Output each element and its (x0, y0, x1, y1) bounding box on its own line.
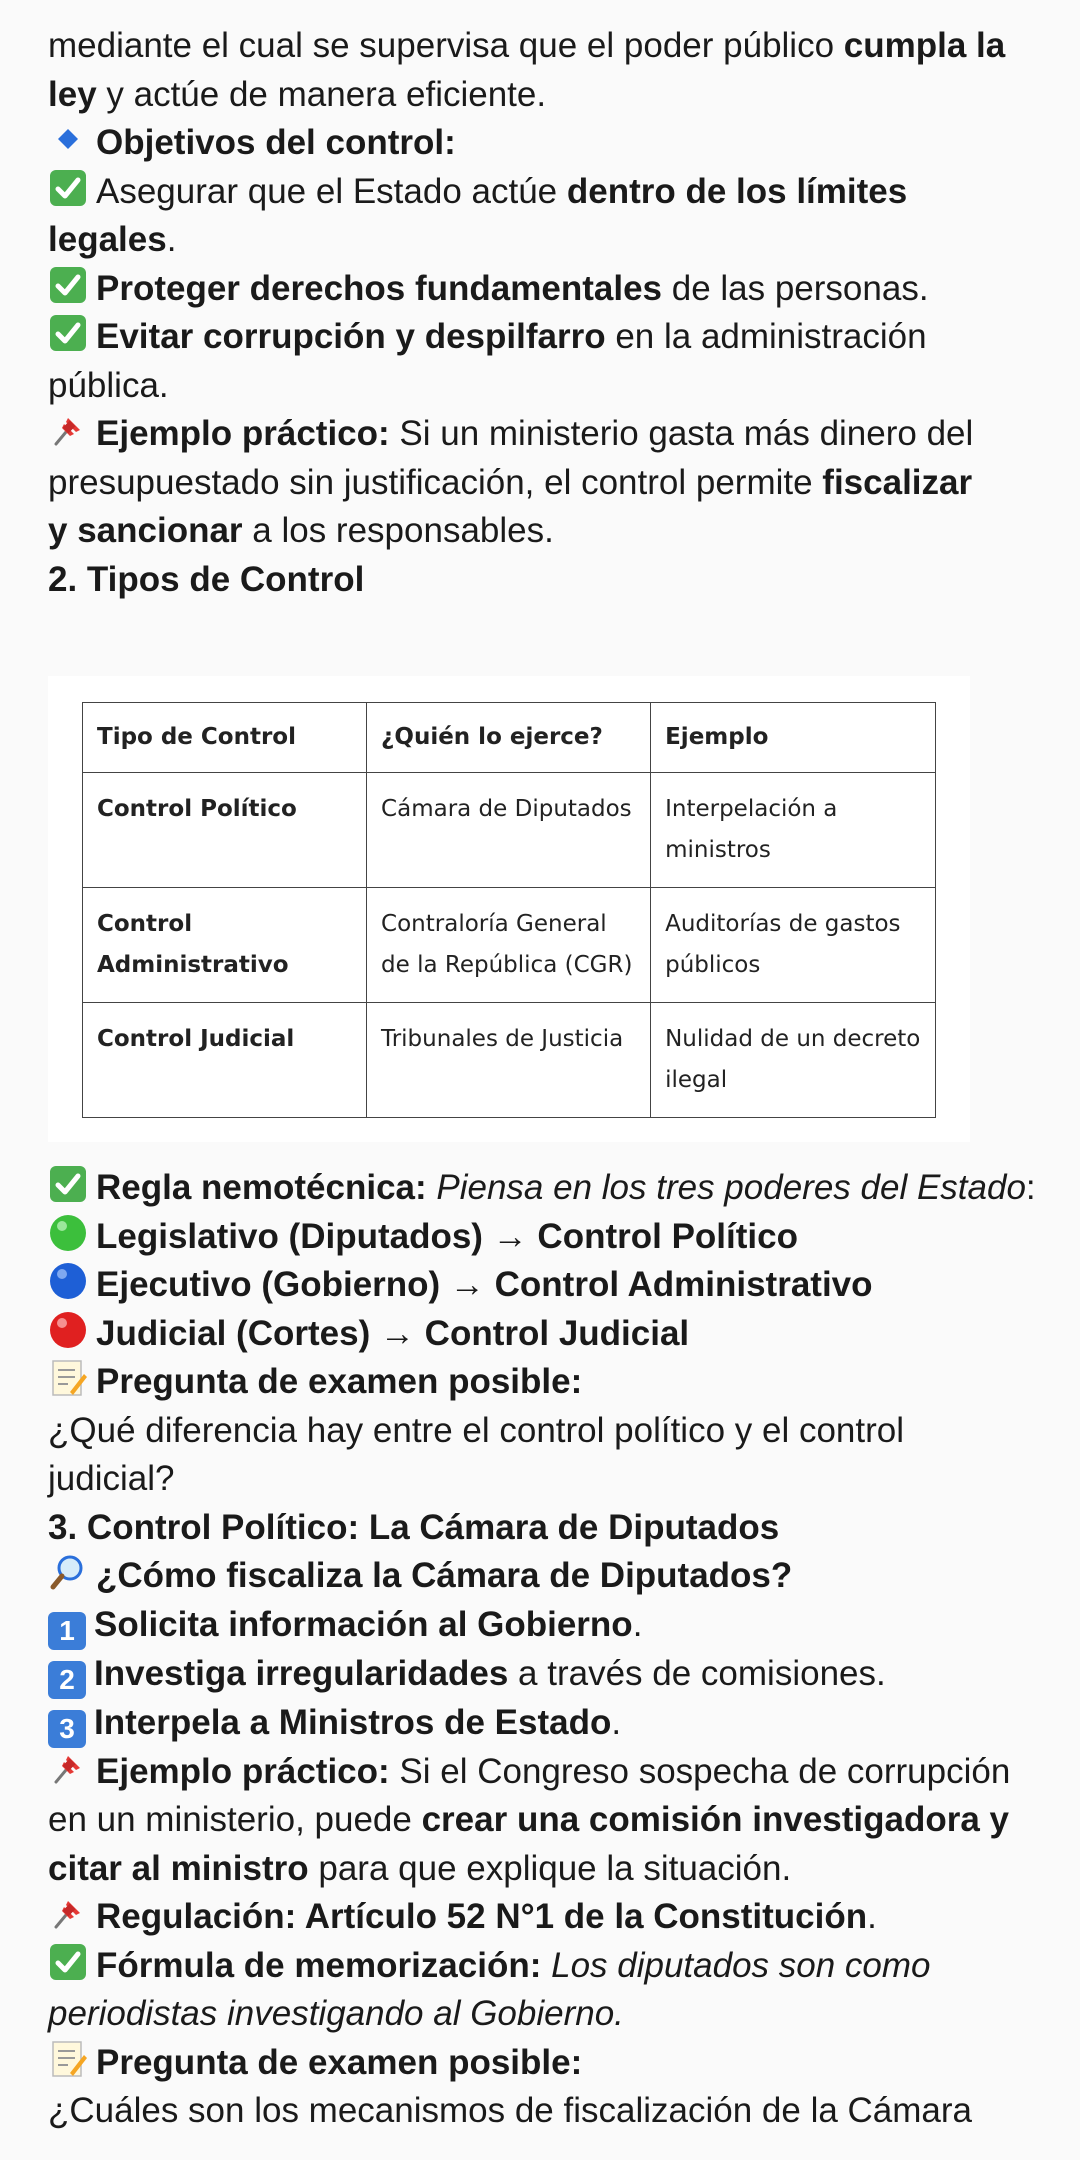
judicial-line: Judicial (Cortes) → Control Judicial (48, 1310, 1032, 1359)
formula-line1: Fórmula de memorización: Los diputados son como (48, 1942, 1032, 1991)
red-circle-icon (48, 1310, 88, 1350)
table-header-cell: ¿Quién lo ejerce? (367, 703, 651, 773)
como-fiscaliza-heading: ¿Cómo fiscaliza la Cámara de Diputados? (48, 1552, 1032, 1601)
blue-circle-icon (48, 1261, 88, 1301)
pregunta-1-text-line1: ¿Qué diferencia hay entre el control político y el control (48, 1410, 904, 1450)
pregunta-2-heading: Pregunta de examen posible: (48, 2039, 1032, 2088)
check-mark-icon (48, 1942, 88, 1982)
ejemplo-2-line1: Ejemplo práctico: Si el Congreso sospecha de corrupción (48, 1748, 1032, 1797)
number-2-icon: 2 (48, 1661, 86, 1699)
section-3-heading: 3. Control Político: La Cámara de Diputados (48, 1507, 780, 1547)
table-cell: Nulidad de un decreto ilegal (651, 1003, 936, 1118)
table-header-cell: Ejemplo (651, 703, 936, 773)
table-row (83, 888, 936, 1003)
table-cell: Control Administrativo (83, 888, 367, 1003)
step-3: 3 Interpela a Ministros de Estado. (48, 1699, 1032, 1748)
objetivo-2: Proteger derechos fundamentales de las personas. (48, 265, 1032, 314)
check-mark-icon (48, 265, 88, 305)
objetivo-1-line1: Asegurar que el Estado actúe dentro de los límites (48, 168, 1032, 217)
section-2-heading: 2. Tipos de Control (48, 559, 365, 599)
pregunta-1-heading: Pregunta de examen posible: (48, 1358, 1032, 1407)
pregunta-1-text-line2: judicial? (48, 1459, 175, 1498)
check-mark-icon (48, 1164, 88, 1204)
table-cell: Control Judicial (83, 1003, 367, 1118)
paragraph-intro-line2: ley y actúe de manera eficiente. (48, 74, 547, 114)
pushpin-icon (48, 1748, 88, 1788)
pushpin-icon (48, 1893, 88, 1933)
table-cell: Control Político (83, 773, 367, 888)
blue-diamond-icon (48, 119, 88, 159)
table-header-cell: Tipo de Control (83, 703, 367, 773)
pregunta-2-text-line1: ¿Cuáles son los mecanismos de fiscalización de la Cámara (48, 2091, 973, 2130)
table-header-row (83, 703, 936, 773)
legislativo-line: Legislativo (Diputados) → Control Político (48, 1213, 1032, 1262)
formula-line2: periodistas investigando al Gobierno. (48, 1994, 624, 2033)
ejemplo-2-line3: citar al ministro para que explique la situación. (48, 1848, 792, 1888)
check-mark-icon (48, 313, 88, 353)
green-circle-icon (48, 1213, 88, 1253)
memo-icon (48, 1358, 88, 1398)
table-cell: Interpelación a ministros (651, 773, 936, 888)
table-cell: Tribunales de Justicia (367, 1003, 651, 1118)
control-types-table (82, 702, 936, 1118)
objetivo-3-line1: Evitar corrupción y despilfarro en la administración (48, 313, 1032, 362)
memo-icon (48, 2039, 88, 2079)
table-row (83, 1003, 936, 1118)
objetivo-3-line2: pública. (48, 365, 169, 405)
paragraph-intro-line1: mediante el cual se supervisa que el poder público cumpla la (48, 26, 1006, 65)
table-row (83, 773, 936, 888)
table-cell: Auditorías de gastos públicos (651, 888, 936, 1003)
objetivo-1-line2: legales. (48, 220, 177, 259)
objetivos-heading: Objetivos del control: (48, 119, 1032, 168)
regla-nemotecnica: Regla nemotécnica: Piensa en los tres poderes del Estado: (48, 1164, 1032, 1213)
step-2: 2 Investiga irregularidades a través de comisiones. (48, 1650, 1032, 1699)
magnifying-glass-icon (48, 1552, 88, 1592)
ejemplo-1-line3: y sancionar a los responsables. (48, 511, 554, 550)
ejecutivo-line: Ejecutivo (Gobierno) → Control Administrativo (48, 1261, 1032, 1310)
ejemplo-1-line1: Ejemplo práctico: Si un ministerio gasta más dinero del (48, 410, 1032, 459)
number-3-icon: 3 (48, 1710, 86, 1748)
check-mark-icon (48, 168, 88, 208)
table-cell: Cámara de Diputados (367, 773, 651, 888)
control-types-table-image (48, 676, 970, 1142)
pushpin-icon (48, 410, 88, 450)
table-cell: Contraloría General de la República (CGR) (367, 888, 651, 1003)
regulacion-line: Regulación: Artículo 52 N°1 de la Constitución. (48, 1893, 1032, 1942)
ejemplo-2-line2: en un ministerio, puede crear una comisión investigadora y (48, 1800, 1010, 1839)
number-1-icon: 1 (48, 1612, 86, 1650)
step-1: 1 Solicita información al Gobierno. (48, 1601, 1032, 1650)
ejemplo-1-line2: presupuestado sin justificación, el control permite fiscalizar (48, 462, 973, 502)
